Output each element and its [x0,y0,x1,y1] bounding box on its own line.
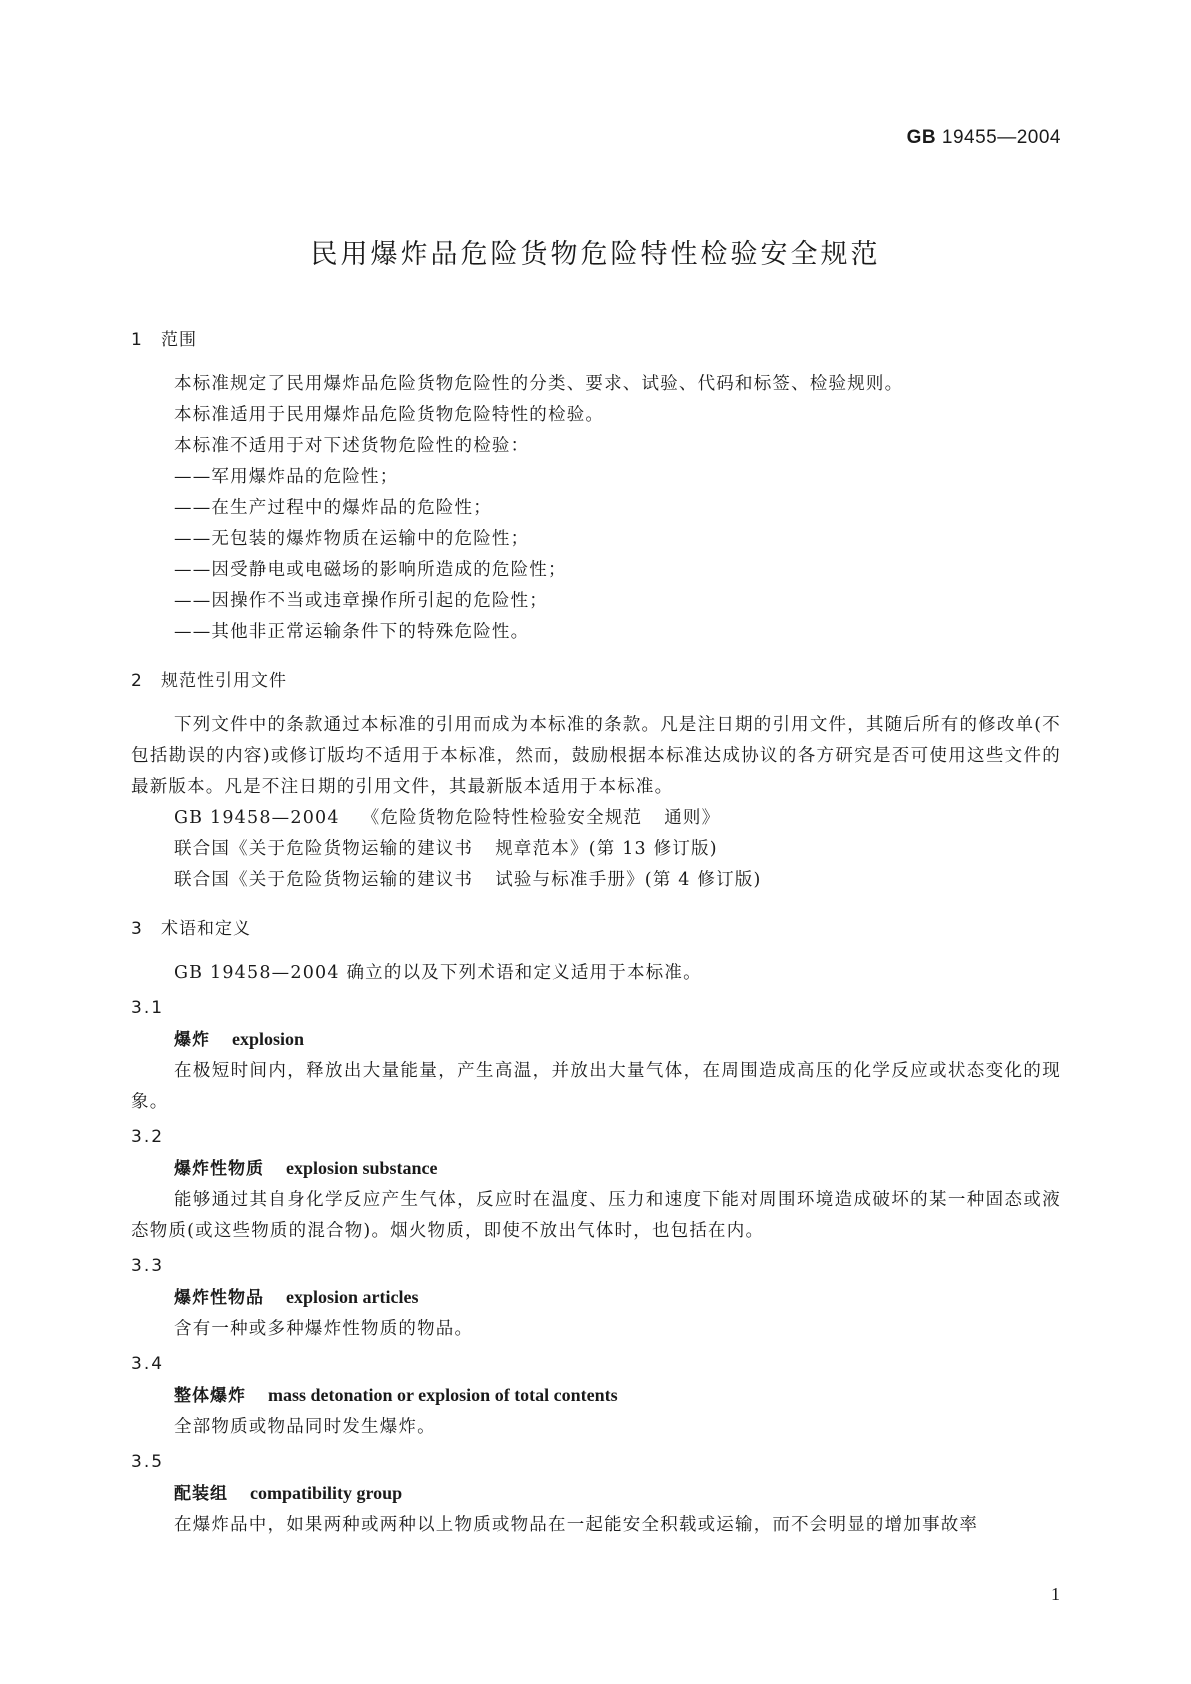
section-number: 2 [131,671,143,691]
term-heading [131,1380,1061,1412]
paragraph: 本标准规定了民用爆炸品危险货物危险性的分类、要求、试验、代码和标签、检验规则。 [174,374,904,394]
reference-title-end: 规章范本》(第 13 修订版) [495,839,718,859]
term-zh: 爆炸性物质 [174,1159,264,1179]
page-number: 1 [1051,1584,1060,1604]
reference-title: 联合国《关于危险货物运输的建议书 [174,870,474,890]
section-heading-1 [131,325,1061,355]
reference-title: 《危险货物危险特性检验安全规范 [361,808,643,828]
section-title: 范围 [161,330,197,350]
section-heading-3 [131,914,1061,944]
term-number: 3.3 [131,1256,165,1276]
standard-code [907,127,1061,149]
term-number: 3.4 [131,1354,165,1374]
term-heading [131,1024,1061,1056]
reference-item [131,834,1061,865]
paragraph: 本标准适用于民用爆炸品危险货物危险特性的检验。 [174,405,605,425]
reference-code: GB 19458—2004 [174,808,340,828]
term-heading [131,1153,1061,1185]
standard-code-number: 19455—2004 [941,127,1061,148]
list-item: ——其他非正常运输条件下的特殊危险性。 [174,622,530,642]
reference-title: 联合国《关于危险货物运输的建议书 [174,839,474,859]
term-en: explosion substance [286,1158,438,1178]
reference-title-end: 试验与标准手册》(第 4 修订版) [495,870,762,890]
term-definition: 在爆炸品中，如果两种或两种以上物质或物品在一起能安全积载或运输，而不会明显的增加事故率 [174,1515,979,1535]
reference-title-end: 通则》 [664,808,721,828]
term-heading [131,1282,1061,1314]
document-body [131,325,1061,1541]
term-number: 3.1 [131,998,165,1018]
paragraph: 下列文件中的条款通过本标准的引用而成为本标准的条款。凡是注日期的引用文件，其随后所有的修改单(不包括勘误的内容)或修订版均不适用于本标准，然而，鼓励根据本标准达成协议的各方研究是否可使用这些文件的最新版本。凡是不注日期的引用文件，其最新版本适用于本标准。 [131,715,1061,797]
section-number: 3 [131,919,143,939]
term-zh: 爆炸 [174,1030,210,1050]
term-zh: 爆炸性物品 [174,1288,264,1308]
list-item: ——因受静电或电磁场的影响所造成的危险性； [174,560,567,580]
section-number: 1 [131,330,143,350]
section-title: 术语和定义 [161,919,251,939]
standard-code-prefix: GB [906,127,937,148]
term-en: mass detonation or explosion of total contents [268,1385,618,1405]
term-number: 3.5 [131,1452,165,1472]
term-zh: 配装组 [174,1484,228,1504]
term-definition: 在极短时间内，释放出大量能量，产生高温，并放出大量气体，在周围造成高压的化学反应或状态变化的现象。 [131,1061,1061,1112]
section-title: 规范性引用文件 [161,671,287,691]
term-definition: 全部物质或物品同时发生爆炸。 [174,1417,436,1437]
term-definition: 能够通过其自身化学反应产生气体，反应时在温度、压力和速度下能对周围环境造成破坏的某一种固态或液态物质(或这些物质的混合物)。烟火物质，即使不放出气体时，也包括在内。 [131,1190,1061,1241]
reference-item [131,865,1061,896]
document-title: 民用爆炸品危险货物危险特性检验安全规范 [310,239,881,270]
term-definition: 含有一种或多种爆炸性物质的物品。 [174,1319,474,1339]
term-en: explosion articles [286,1287,419,1307]
term-heading [131,1478,1061,1510]
reference-item [131,803,1061,834]
term-en: explosion [232,1029,305,1049]
list-item: ——军用爆炸品的危险性； [174,467,399,487]
term-zh: 整体爆炸 [174,1386,246,1406]
section-heading-2 [131,666,1061,696]
list-item: ——在生产过程中的爆炸品的危险性； [174,498,492,518]
paragraph: GB 19458—2004 确立的以及下列术语和定义适用于本标准。 [174,963,702,983]
list-item: ——无包装的爆炸物质在运输中的危险性； [174,529,530,549]
paragraph: 本标准不适用于对下述货物危险性的检验： [174,436,530,456]
list-item: ——因操作不当或违章操作所引起的危险性； [174,591,548,611]
term-number: 3.2 [131,1127,165,1147]
term-en: compatibility group [250,1483,403,1503]
